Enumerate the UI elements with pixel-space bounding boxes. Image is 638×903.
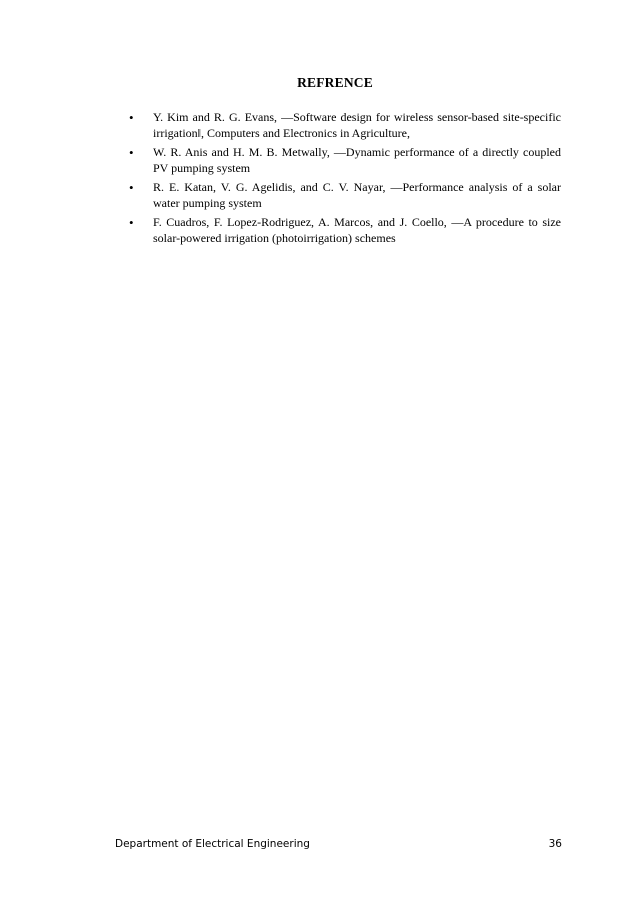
footer-page-number: 36 — [548, 838, 562, 850]
bullet-icon: • — [129, 110, 134, 125]
bullet-icon: • — [129, 145, 134, 160]
page-heading: REFRENCE — [297, 75, 373, 90]
reference-item — [129, 110, 561, 141]
reference-text: R. E. Katan, V. G. Agelidis, and C. V. Nayar, ―Performance analysis of a solar water pumping system — [153, 180, 561, 210]
page-footer — [115, 838, 562, 850]
reference-item — [129, 215, 561, 246]
bullet-icon: • — [129, 215, 134, 230]
reference-list — [129, 110, 561, 250]
bullet-icon: • — [129, 180, 134, 195]
reference-item — [129, 180, 561, 211]
reference-text: F. Cuadros, F. Lopez-Rodriguez, A. Marcos, and J. Coello, ―A procedure to size solar-powered irrigation (photoirrigation) schemes — [153, 215, 561, 245]
reference-text: W. R. Anis and H. M. B. Metwally, ―Dynamic performance of a directly coupled PV pumping system — [153, 145, 561, 175]
reference-text: Y. Kim and R. G. Evans, ―Software design for wireless sensor-based site-specific irrigation‖, Computers and Electronics in Agriculture, — [153, 110, 561, 140]
reference-item — [129, 145, 561, 176]
footer-department: Department of Electrical Engineering — [115, 838, 310, 850]
